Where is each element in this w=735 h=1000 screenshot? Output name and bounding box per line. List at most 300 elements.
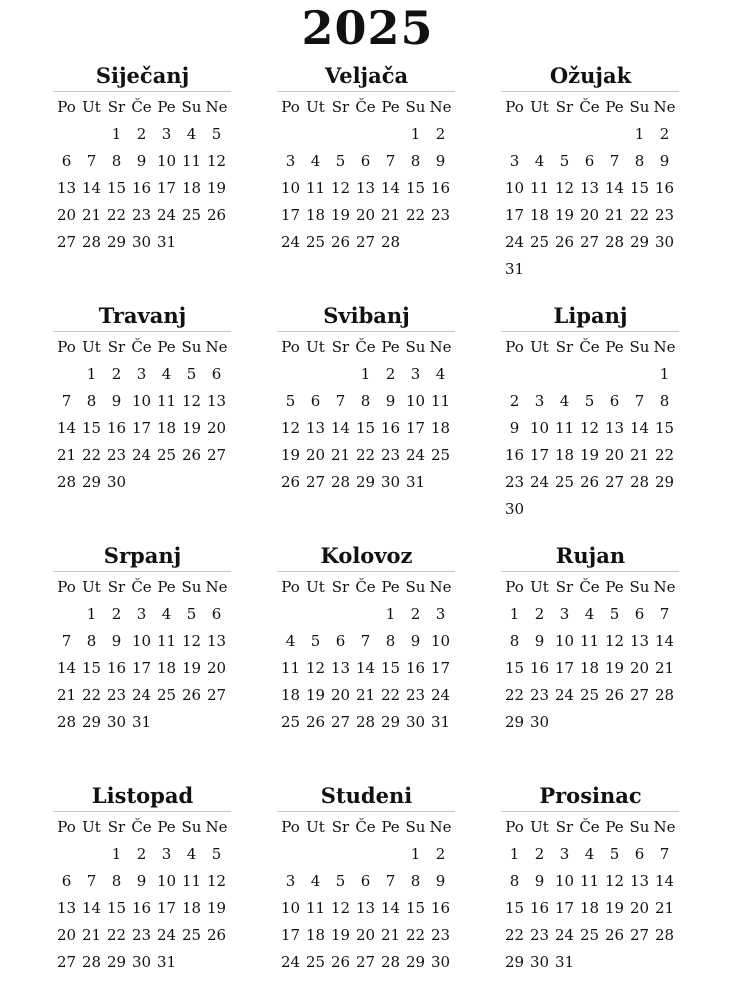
week-row	[278, 148, 455, 175]
day-cell: 25	[579, 686, 600, 704]
day-cell: 21	[380, 926, 401, 944]
empty-cell	[602, 709, 627, 736]
day-cell: 2	[435, 125, 446, 143]
weekday-label: Su	[405, 818, 426, 836]
week-row	[502, 868, 679, 895]
weekday-header	[278, 334, 455, 361]
day-cell: 20	[355, 926, 376, 944]
day-cell: 27	[330, 713, 351, 731]
day-cell: 24	[156, 206, 177, 224]
month-calendar	[54, 542, 231, 745]
weekday-label: Ne	[429, 578, 452, 596]
month-name: Srpanj	[103, 543, 182, 568]
month-divider	[278, 331, 455, 332]
week-row	[54, 841, 231, 868]
week-row	[502, 682, 679, 709]
weekday-label: Sr	[107, 98, 126, 116]
day-cell: 12	[305, 659, 326, 677]
day-cell: 6	[634, 845, 645, 863]
empty-cell	[154, 709, 179, 736]
month-name: Ožujak	[549, 63, 632, 88]
day-cell: 5	[285, 392, 296, 410]
day-cell: 23	[380, 446, 401, 464]
day-cell: 15	[405, 899, 426, 917]
day-cell: 15	[654, 419, 675, 437]
day-cell: 13	[355, 179, 376, 197]
day-cell: 10	[529, 419, 550, 437]
day-cell: 23	[529, 926, 550, 944]
day-cell: 15	[106, 899, 127, 917]
day-cell: 15	[380, 659, 401, 677]
empty-cell	[552, 361, 577, 388]
day-cell: 1	[410, 125, 421, 143]
day-cell: 24	[554, 926, 575, 944]
day-cell: 13	[330, 659, 351, 677]
day-cell: 4	[310, 872, 321, 890]
day-cell: 29	[380, 713, 401, 731]
day-cell: 14	[654, 632, 675, 650]
day-cell: 20	[355, 206, 376, 224]
weekday-label: Če	[579, 98, 600, 116]
day-cell: 17	[156, 899, 177, 917]
weekday-label: Ne	[429, 98, 452, 116]
empty-cell	[303, 121, 328, 148]
empty-cell	[179, 229, 204, 256]
week-row	[502, 601, 679, 628]
day-cell: 1	[634, 125, 645, 143]
empty-cell	[527, 361, 552, 388]
weekday-label: Su	[181, 338, 202, 356]
day-cell: 27	[579, 233, 600, 251]
week-row	[54, 229, 231, 256]
day-cell: 19	[206, 899, 227, 917]
weekday-label: Su	[629, 98, 650, 116]
day-cell: 5	[186, 365, 197, 383]
day-cell: 26	[579, 473, 600, 491]
day-cell: 15	[629, 179, 650, 197]
weekday-header	[502, 814, 679, 841]
week-row	[278, 949, 455, 976]
empty-cell	[577, 121, 602, 148]
day-cell: 18	[529, 206, 550, 224]
day-cell: 27	[355, 233, 376, 251]
day-cell: 11	[280, 659, 301, 677]
weekday-label: Po	[505, 578, 524, 596]
week-row	[278, 709, 455, 736]
week-row	[278, 601, 455, 628]
day-cell: 9	[435, 152, 446, 170]
day-cell: 29	[629, 233, 650, 251]
day-cell: 7	[360, 632, 371, 650]
month-divider	[502, 331, 679, 332]
empty-cell	[502, 361, 527, 388]
empty-cell	[154, 469, 179, 496]
day-cell: 11	[579, 872, 600, 890]
day-cell: 4	[435, 365, 446, 383]
day-cell: 16	[430, 899, 451, 917]
day-cell: 3	[435, 605, 446, 623]
day-cell: 14	[330, 419, 351, 437]
weekday-label: Pe	[605, 338, 624, 356]
day-cell: 1	[509, 605, 520, 623]
day-cell: 19	[604, 659, 625, 677]
day-cell: 8	[410, 872, 421, 890]
day-cell: 18	[156, 419, 177, 437]
day-cell: 17	[504, 206, 525, 224]
week-row	[502, 895, 679, 922]
day-cell: 14	[380, 899, 401, 917]
week-row	[278, 655, 455, 682]
day-cell: 8	[86, 632, 97, 650]
weekday-label: Pe	[605, 578, 624, 596]
day-cell: 11	[305, 179, 326, 197]
day-cell: 18	[430, 419, 451, 437]
week-row	[502, 628, 679, 655]
day-cell: 10	[554, 632, 575, 650]
day-cell: 25	[181, 206, 202, 224]
empty-cell	[204, 949, 229, 976]
day-cell: 28	[56, 713, 77, 731]
day-cell: 23	[106, 686, 127, 704]
day-cell: 23	[654, 206, 675, 224]
month-calendar	[278, 542, 455, 745]
weekday-label: Pe	[157, 818, 176, 836]
day-cell: 19	[579, 446, 600, 464]
weekday-label: Če	[131, 98, 152, 116]
week-row	[278, 841, 455, 868]
day-cell: 22	[355, 446, 376, 464]
month-name: Svibanj	[323, 303, 410, 328]
day-cell: 30	[529, 953, 550, 971]
week-row	[54, 361, 231, 388]
day-cell: 6	[211, 365, 222, 383]
day-cell: 14	[355, 659, 376, 677]
weekday-label: Sr	[107, 578, 126, 596]
day-cell: 12	[181, 632, 202, 650]
day-cell: 11	[529, 179, 550, 197]
day-cell: 18	[156, 659, 177, 677]
day-cell: 5	[211, 845, 222, 863]
day-cell: 15	[106, 179, 127, 197]
day-cell: 20	[206, 659, 227, 677]
empty-cell	[602, 496, 627, 523]
week-row	[54, 628, 231, 655]
day-cell: 1	[86, 365, 97, 383]
weekday-label: Ut	[306, 578, 325, 596]
weekday-label: Pe	[381, 578, 400, 596]
day-cell: 23	[504, 473, 525, 491]
day-cell: 2	[534, 605, 545, 623]
weekday-label: Sr	[555, 338, 574, 356]
day-cell: 22	[654, 446, 675, 464]
day-cell: 25	[430, 446, 451, 464]
day-cell: 27	[355, 953, 376, 971]
day-cell: 31	[554, 953, 575, 971]
day-cell: 16	[405, 659, 426, 677]
month-name: Siječanj	[95, 63, 190, 88]
empty-cell	[54, 841, 79, 868]
month-name: Listopad	[91, 783, 194, 808]
day-cell: 20	[206, 419, 227, 437]
weekday-header	[278, 814, 455, 841]
day-cell: 22	[106, 926, 127, 944]
day-cell: 25	[156, 686, 177, 704]
day-cell: 25	[529, 233, 550, 251]
weekday-label: Ne	[205, 98, 228, 116]
empty-cell	[79, 841, 104, 868]
weekday-header	[54, 814, 231, 841]
day-cell: 10	[131, 632, 152, 650]
day-cell: 17	[280, 926, 301, 944]
day-cell: 30	[106, 473, 127, 491]
day-cell: 23	[106, 446, 127, 464]
month-divider	[278, 811, 455, 812]
week-row	[278, 868, 455, 895]
week-row	[278, 229, 455, 256]
day-cell: 13	[579, 179, 600, 197]
week-row	[278, 442, 455, 469]
weekday-header	[54, 574, 231, 601]
weekday-label: Če	[131, 578, 152, 596]
day-cell: 8	[509, 872, 520, 890]
weekday-label: Sr	[555, 98, 574, 116]
weekday-label: Ut	[530, 818, 549, 836]
empty-cell	[179, 709, 204, 736]
week-row	[502, 949, 679, 976]
empty-cell	[204, 229, 229, 256]
day-cell: 13	[305, 419, 326, 437]
day-cell: 27	[206, 686, 227, 704]
day-cell: 17	[554, 899, 575, 917]
weekday-label: Ne	[653, 338, 676, 356]
empty-cell	[552, 709, 577, 736]
day-cell: 21	[654, 899, 675, 917]
day-cell: 11	[156, 632, 177, 650]
week-row	[54, 175, 231, 202]
day-cell: 24	[280, 233, 301, 251]
day-cell: 16	[654, 179, 675, 197]
empty-cell	[303, 841, 328, 868]
empty-cell	[627, 256, 652, 283]
day-cell: 16	[380, 419, 401, 437]
day-cell: 28	[81, 233, 102, 251]
day-cell: 26	[181, 686, 202, 704]
day-cell: 13	[56, 899, 77, 917]
empty-cell	[502, 121, 527, 148]
day-cell: 22	[380, 686, 401, 704]
month-calendar	[502, 782, 679, 985]
empty-cell	[527, 121, 552, 148]
day-cell: 8	[111, 872, 122, 890]
day-cell: 22	[81, 686, 102, 704]
empty-cell	[204, 469, 229, 496]
day-cell: 18	[181, 899, 202, 917]
day-cell: 19	[206, 179, 227, 197]
month-name: Kolovoz	[320, 543, 413, 568]
weekday-label: Ut	[306, 818, 325, 836]
day-cell: 25	[554, 473, 575, 491]
day-cell: 12	[206, 872, 227, 890]
day-cell: 22	[504, 926, 525, 944]
empty-cell	[278, 121, 303, 148]
week-row	[278, 121, 455, 148]
day-cell: 30	[529, 713, 550, 731]
day-cell: 16	[131, 899, 152, 917]
day-cell: 11	[554, 419, 575, 437]
day-cell: 10	[156, 872, 177, 890]
year-title: 2025	[301, 1, 434, 55]
day-cell: 2	[385, 365, 396, 383]
month-calendar	[278, 782, 455, 985]
day-cell: 4	[310, 152, 321, 170]
day-cell: 5	[310, 632, 321, 650]
week-row	[54, 601, 231, 628]
day-cell: 16	[430, 179, 451, 197]
day-cell: 21	[56, 686, 77, 704]
day-cell: 29	[654, 473, 675, 491]
day-cell: 14	[654, 872, 675, 890]
weekday-label: Su	[405, 98, 426, 116]
day-cell: 4	[186, 845, 197, 863]
day-cell: 8	[86, 392, 97, 410]
week-row	[54, 148, 231, 175]
weekday-label: Pe	[157, 578, 176, 596]
empty-cell	[428, 229, 453, 256]
month-divider	[278, 571, 455, 572]
day-cell: 9	[136, 872, 147, 890]
weekday-label: Ne	[653, 578, 676, 596]
weekday-label: Če	[579, 338, 600, 356]
week-row	[278, 202, 455, 229]
day-cell: 31	[131, 713, 152, 731]
day-cell: 23	[529, 686, 550, 704]
day-cell: 11	[305, 899, 326, 917]
day-cell: 2	[136, 845, 147, 863]
day-cell: 8	[509, 632, 520, 650]
day-cell: 11	[181, 872, 202, 890]
day-cell: 24	[131, 446, 152, 464]
day-cell: 21	[355, 686, 376, 704]
weekday-label: Ne	[653, 818, 676, 836]
day-cell: 9	[435, 872, 446, 890]
day-cell: 29	[106, 953, 127, 971]
day-cell: 23	[430, 206, 451, 224]
empty-cell	[353, 841, 378, 868]
day-cell: 28	[654, 926, 675, 944]
day-cell: 27	[305, 473, 326, 491]
day-cell: 27	[206, 446, 227, 464]
weekday-header	[278, 94, 455, 121]
day-cell: 18	[181, 179, 202, 197]
month-name: Prosinac	[539, 783, 642, 808]
weekday-label: Po	[505, 98, 524, 116]
weekday-label: Sr	[107, 818, 126, 836]
empty-cell	[328, 121, 353, 148]
day-cell: 1	[385, 605, 396, 623]
day-cell: 26	[330, 953, 351, 971]
day-cell: 14	[81, 179, 102, 197]
day-cell: 7	[659, 845, 670, 863]
weekday-label: Pe	[605, 818, 624, 836]
weekday-label: Če	[579, 818, 600, 836]
day-cell: 29	[81, 473, 102, 491]
day-cell: 20	[56, 206, 77, 224]
empty-cell	[527, 496, 552, 523]
day-cell: 20	[330, 686, 351, 704]
empty-cell	[378, 121, 403, 148]
day-cell: 12	[604, 632, 625, 650]
day-cell: 13	[355, 899, 376, 917]
day-cell: 19	[181, 659, 202, 677]
week-row	[54, 415, 231, 442]
day-cell: 17	[156, 179, 177, 197]
empty-cell	[577, 256, 602, 283]
day-cell: 25	[181, 926, 202, 944]
weekday-label: Sr	[331, 338, 350, 356]
weekday-label: Su	[405, 338, 426, 356]
week-row	[278, 388, 455, 415]
month-calendar	[278, 62, 455, 265]
month-divider	[54, 331, 231, 332]
day-cell: 16	[504, 446, 525, 464]
day-cell: 6	[310, 392, 321, 410]
day-cell: 10	[280, 899, 301, 917]
day-cell: 3	[559, 845, 570, 863]
day-cell: 22	[81, 446, 102, 464]
day-cell: 16	[106, 659, 127, 677]
weekday-label: Ut	[82, 98, 101, 116]
empty-cell	[627, 949, 652, 976]
week-row	[54, 922, 231, 949]
weekday-label: Pe	[157, 98, 176, 116]
empty-cell	[627, 496, 652, 523]
month-calendar	[502, 542, 679, 745]
day-cell: 9	[410, 632, 421, 650]
week-row	[278, 361, 455, 388]
week-row	[502, 229, 679, 256]
day-cell: 3	[534, 392, 545, 410]
month-calendar	[502, 302, 679, 518]
month-divider	[502, 811, 679, 812]
weekday-label: Ne	[653, 98, 676, 116]
weekday-label: Ut	[306, 338, 325, 356]
day-cell: 24	[131, 686, 152, 704]
day-cell: 8	[410, 152, 421, 170]
month-divider	[54, 811, 231, 812]
day-cell: 23	[405, 686, 426, 704]
day-cell: 25	[305, 233, 326, 251]
week-row	[54, 868, 231, 895]
day-cell: 11	[181, 152, 202, 170]
day-cell: 24	[156, 926, 177, 944]
weekday-header	[502, 334, 679, 361]
day-cell: 28	[380, 953, 401, 971]
day-cell: 21	[81, 926, 102, 944]
day-cell: 22	[106, 206, 127, 224]
day-cell: 2	[111, 605, 122, 623]
day-cell: 12	[206, 152, 227, 170]
week-row	[54, 469, 231, 496]
day-cell: 3	[136, 365, 147, 383]
day-cell: 20	[629, 659, 650, 677]
weekday-label: Po	[281, 338, 300, 356]
weekday-label: Su	[181, 98, 202, 116]
day-cell: 22	[504, 686, 525, 704]
day-cell: 20	[579, 206, 600, 224]
week-row	[54, 709, 231, 736]
empty-cell	[403, 229, 428, 256]
day-cell: 30	[131, 233, 152, 251]
